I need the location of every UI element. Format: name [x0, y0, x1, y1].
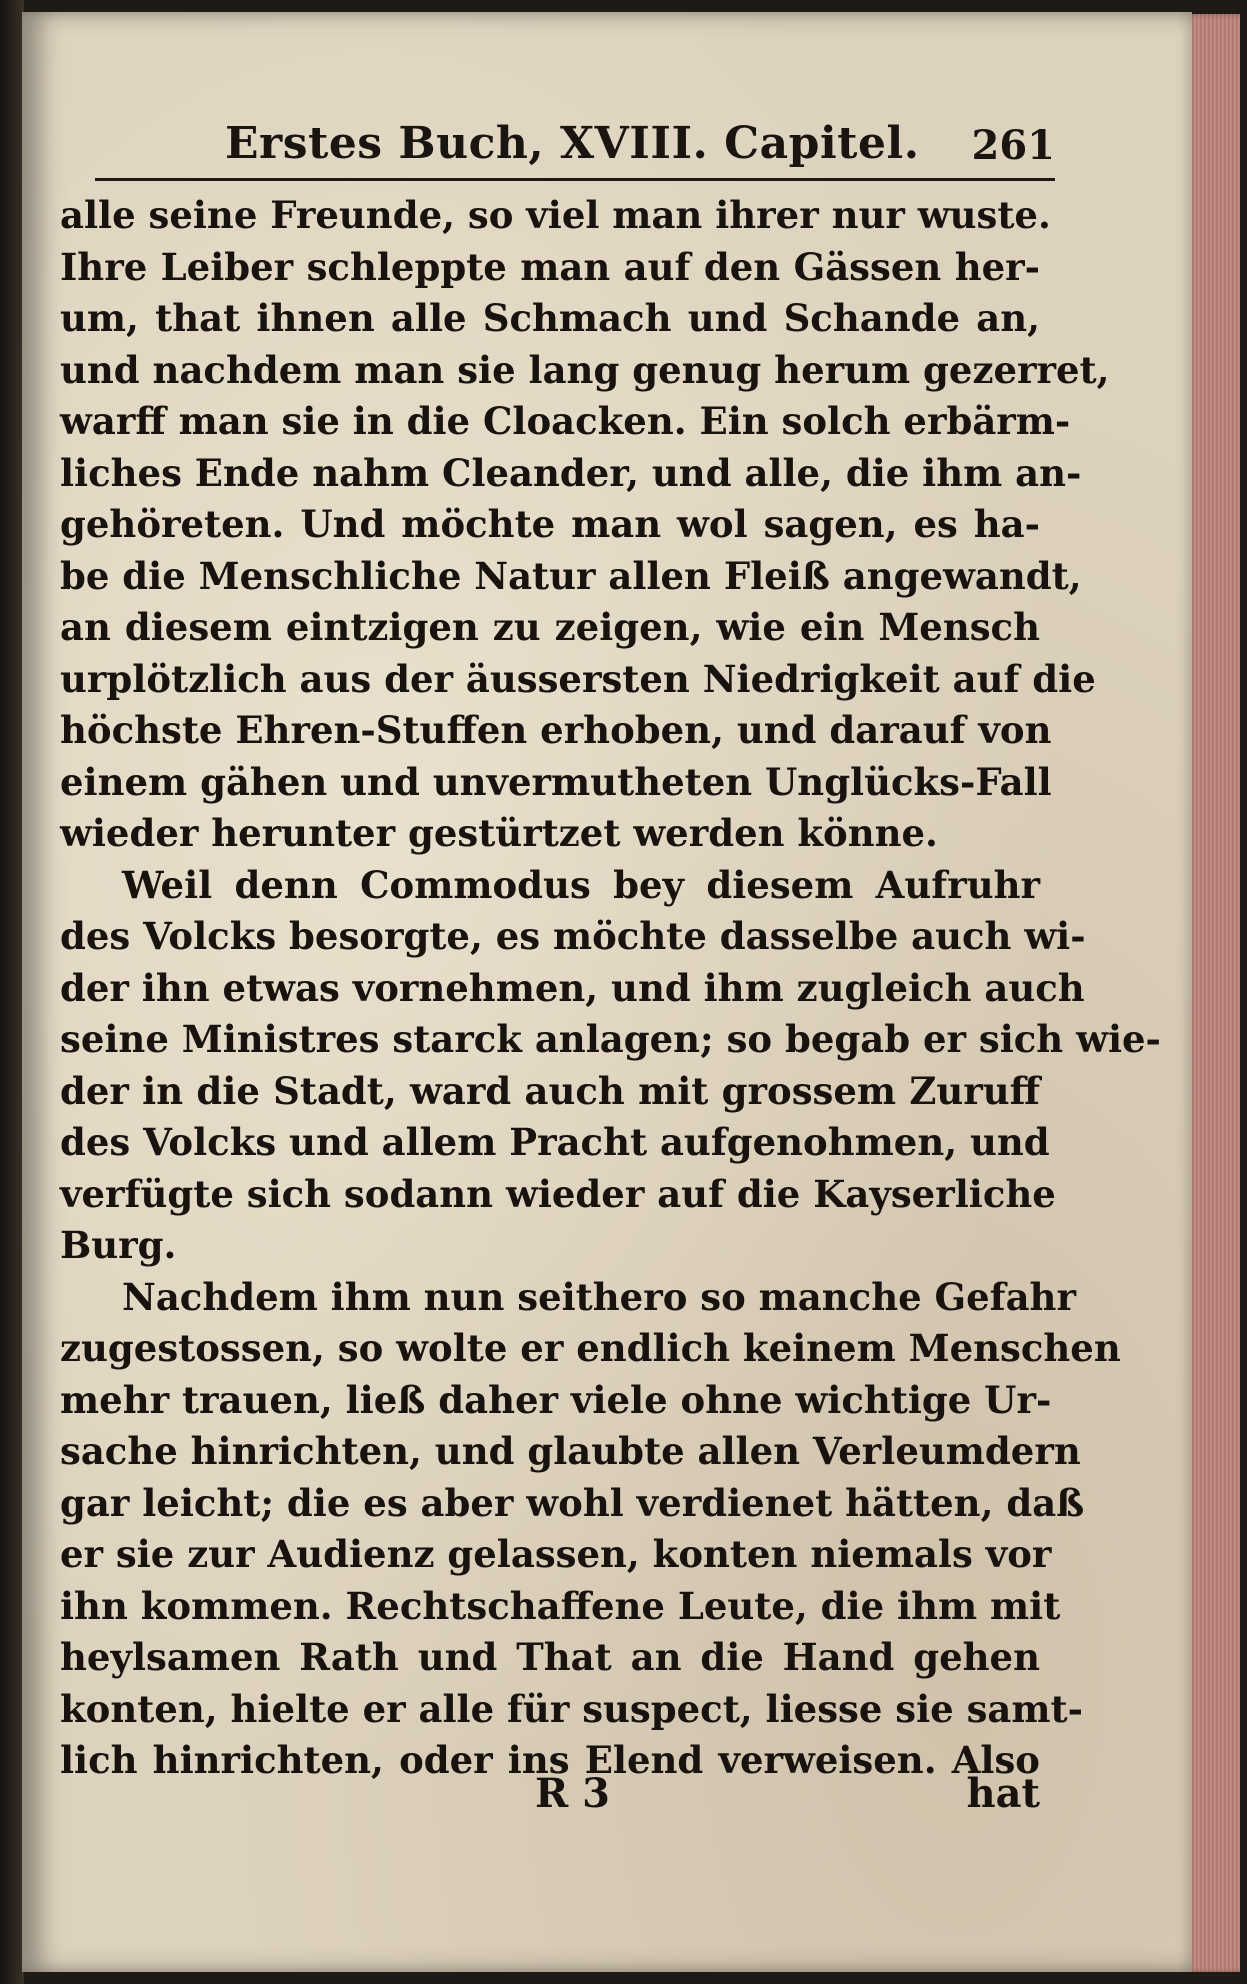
text-line: warff man sie in die Cloacken. Ein solch erbärm- — [60, 399, 1071, 443]
text-line: der ihn etwas vornehmen, und ihm zugleich auch — [60, 965, 1085, 1010]
text-line: höchste Ehren-Stuffen erhoben, und darauf von — [60, 708, 1052, 752]
text-line: Nachdem ihm nun seithero so manche Gefahr — [122, 1274, 1076, 1319]
text-line: er sie zur Audienz gelassen, konten niemals vor — [60, 1532, 1052, 1576]
text-line: mehr trauen, ließ daher viele ohne wichtige Ur- — [60, 1377, 1052, 1422]
text-line: urplötzlich aus der äussersten Niedrigkeit auf die — [60, 656, 1096, 701]
text-line: um, that ihnen alle Schmach und Schande an, — [60, 296, 1040, 340]
text-line: wieder herunter gestürtzet werden könne. — [60, 811, 938, 855]
header-rule — [95, 178, 1055, 181]
page-number: 261 — [971, 122, 1055, 169]
signature-mark: R 3 — [535, 1770, 610, 1817]
text-line: Burg. — [60, 1223, 177, 1267]
text-line: heylsamen Rath und That an die Hand gehen — [60, 1635, 1040, 1679]
text-line: zugestossen, so wolte er endlich keinem Menschen — [60, 1326, 1121, 1370]
catchword: hat — [966, 1770, 1040, 1817]
body-text — [60, 190, 1161, 1787]
running-head: Erstes Buch, XVIII. Capitel. — [225, 118, 920, 169]
book-gutter — [0, 0, 24, 1984]
text-line: alle seine Freunde, so viel man ihrer nur wuste. — [60, 193, 1051, 237]
text-line: lich hinrichten, oder ins Elend verweisen. Also — [60, 1738, 1040, 1782]
text-line: seine Ministres starck anlagen; so begab er sich wie- — [60, 1017, 1161, 1061]
page-edge-stack — [1185, 14, 1240, 1972]
text-line: einem gähen und unvermutheten Unglücks-Fall — [60, 759, 1052, 804]
text-line: liches Ende nahm Cleander, und alle, die ihm an- — [60, 450, 1082, 495]
text-line: sache hinrichten, und glaubte allen Verleumdern — [60, 1429, 1081, 1473]
text-line: ihn kommen. Rechtschaffene Leute, die ihm mit — [60, 1583, 1061, 1628]
page-header — [95, 118, 1055, 188]
text-line: gehöreten. Und möchte man wol sagen, es ha- — [60, 502, 1040, 546]
page-footer — [60, 1770, 1040, 1830]
text-line: des Volcks und allem Pracht aufgenohmen, und — [60, 1120, 1050, 1164]
text-line: Ihre Leiber schleppte man auf den Gässen her- — [60, 244, 1040, 289]
text-line: der in die Stadt, ward auch mit grossem Zuruff — [60, 1068, 1040, 1113]
text-line: an diesem eintzigen zu zeigen, wie ein Mensch — [60, 605, 1040, 649]
text-line: konten, hielte er alle für suspect, liesse sie samt- — [60, 1686, 1083, 1731]
text-line: des Volcks besorgte, es möchte dasselbe auch wi- — [60, 914, 1086, 958]
text-line: gar leicht; die es aber wohl verdienet hätten, daß — [60, 1480, 1085, 1525]
text-line: be die Menschliche Natur allen Fleiß angewandt, — [60, 553, 1082, 598]
text-line: und nachdem man sie lang genug herum gezerret, — [60, 347, 1110, 392]
text-line: verfügte sich sodann wieder auf die Kayserliche — [60, 1171, 1056, 1216]
text-line: Weil denn Commodus bey diesem Aufruhr — [122, 862, 1040, 907]
